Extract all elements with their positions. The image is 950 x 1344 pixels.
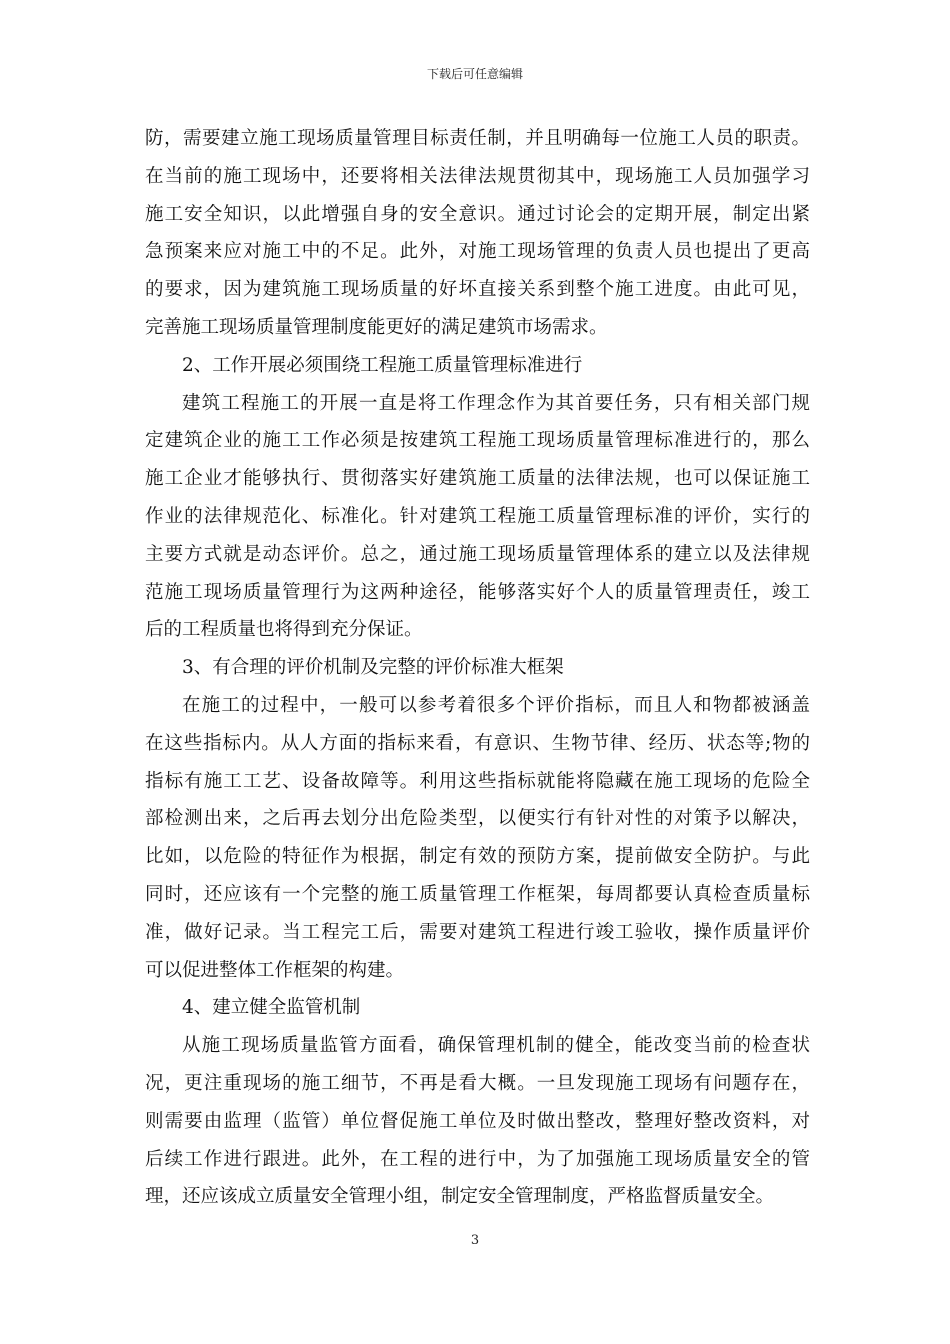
- paragraph-line: 主要方式就是动态评价。总之，通过施工现场质量管理体系的建立以及法律规: [145, 543, 810, 565]
- section-heading: 2、工作开展必须围绕工程施工质量管理标准进行: [182, 354, 583, 376]
- paragraph-line: 作业的法律规范化、标准化。针对建筑工程施工质量管理标准的评价，实行的: [145, 505, 810, 527]
- paragraph-line: 则需要由监理（监管）单位督促施工单位及时做出整改，整理好整改资料，对: [145, 1110, 810, 1132]
- paragraph-line: 的要求，因为建筑施工现场质量的好坏直接关系到整个施工进度。由此可见，: [145, 279, 810, 301]
- paragraph-line: 从施工现场质量监管方面看，确保管理机制的健全，能改变当前的检查状: [182, 1035, 810, 1057]
- paragraph-line: 准，做好记录。当工程完工后，需要对建筑工程进行竣工验收，操作质量评价: [145, 921, 810, 943]
- paragraph-line: 后的工程质量也将得到充分保证。: [145, 619, 423, 641]
- paragraph-line: 在施工的过程中，一般可以参考着很多个评价指标，而且人和物都被涵盖: [182, 694, 810, 716]
- paragraph-line: 指标有施工工艺、设备故障等。利用这些指标就能将隐藏在施工现场的危险全: [145, 770, 810, 792]
- paragraph-line: 施工安全知识，以此增强自身的安全意识。通过讨论会的定期开展，制定出紧: [145, 203, 810, 225]
- paragraph-line: 完善施工现场质量管理制度能更好的满足建筑市场需求。: [145, 316, 608, 338]
- page-header: 下载后可任意编辑: [426, 67, 523, 81]
- paragraph-line: 急预案来应对施工中的不足。此外，对施工现场管理的负责人员也提出了更高: [145, 241, 810, 263]
- paragraph-line: 在当前的施工现场中，还要将相关法律法规贯彻其中，现场施工人员加强学习: [145, 165, 810, 187]
- section-heading: 4、建立健全监管机制: [182, 997, 361, 1019]
- document-body: [145, 120, 810, 1216]
- paragraph-line: 理，还应该成立质量安全管理小组，制定安全管理制度，严格监督质量安全。: [145, 1186, 775, 1208]
- paragraph-line: 可以促进整体工作框架的构建。: [145, 959, 405, 981]
- paragraph-line: 防，需要建立施工现场质量管理目标责任制，并且明确每一位施工人员的职责。: [145, 128, 810, 149]
- paragraph-line: 况，更注重现场的施工细节，不再是看大概。一旦发现施工现场有问题存在，: [145, 1072, 810, 1094]
- paragraph-line: 比如，以危险的特征作为根据，制定有效的预防方案，提前做安全防护。与此: [145, 846, 810, 868]
- paragraph-line: 同时，还应该有一个完整的施工质量管理工作框架，每周都要认真检查质量标: [145, 883, 810, 905]
- paragraph-line: 范施工现场质量管理行为这两种途径，能够落实好个人的质量管理责任，竣工: [145, 581, 810, 603]
- paragraph-line: 建筑工程施工的开展一直是将工作理念作为其首要任务，只有相关部门规: [182, 392, 810, 414]
- paragraph-line: 定建筑企业的施工工作必须是按建筑工程施工现场质量管理标准进行的，那么: [145, 430, 810, 452]
- section-heading: 3、有合理的评价机制及完整的评价标准大框架: [182, 657, 564, 679]
- paragraph-line: 后续工作进行跟进。此外，在工程的进行中，为了加强施工现场质量安全的管: [145, 1148, 810, 1170]
- page-number: 3: [470, 1233, 480, 1248]
- paragraph-line: 施工企业才能够执行、贯彻落实好建筑施工质量的法律法规，也可以保证施工: [145, 468, 810, 490]
- paragraph-line: 部检测出来，之后再去划分出危险类型，以便实行有针对性的对策予以解决，: [145, 808, 810, 830]
- paragraph-line: 在这些指标内。从人方面的指标来看，有意识、生物节律、经历、状态等;物的: [145, 732, 810, 754]
